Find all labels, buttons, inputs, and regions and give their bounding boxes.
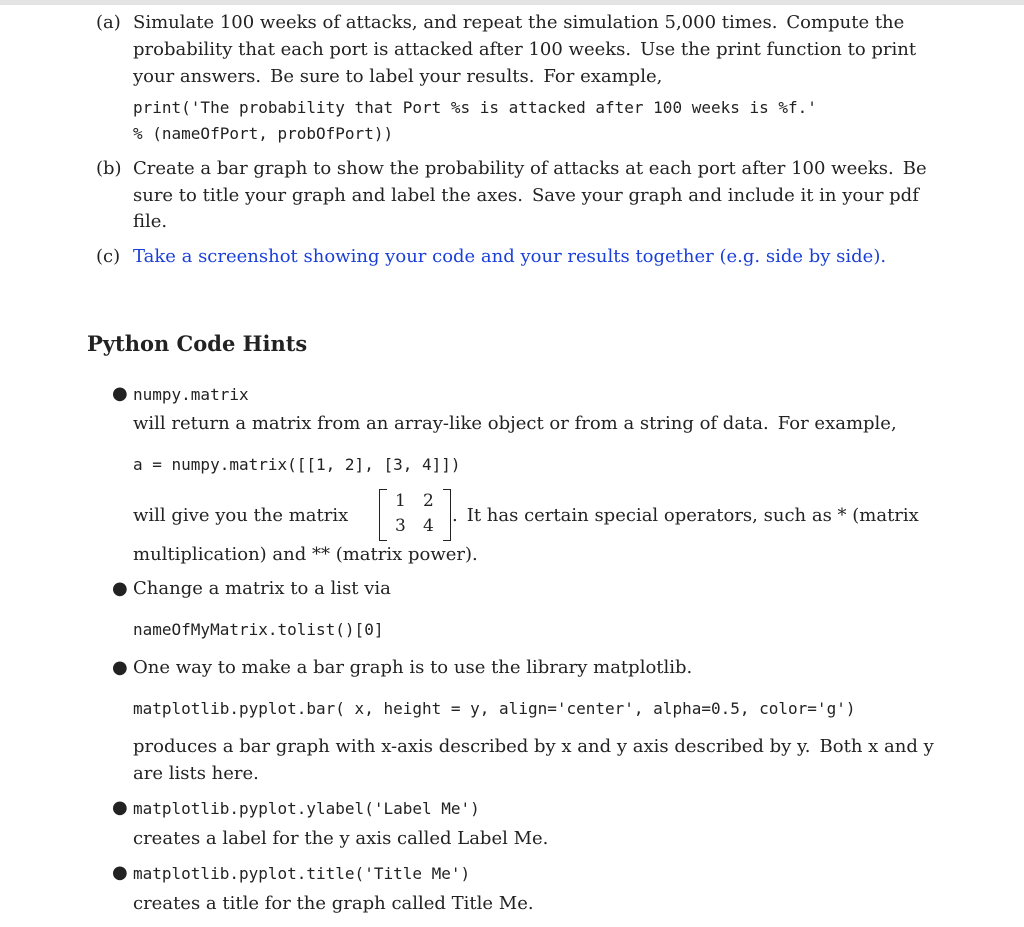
- hint-bar-text: One way to make a bar graph is to use the library matplotlib.: [133, 657, 693, 678]
- part-a-line-2: probability that each port is attacked after 100 weeks. Use the print function to print: [133, 39, 917, 60]
- hint-will-give-text: will give you the matrix: [133, 505, 349, 526]
- top-border: [0, 0, 1024, 5]
- matrix-cell-12: 2: [423, 491, 434, 511]
- part-c-label: (c): [96, 246, 121, 267]
- bullet-icon: ●: [112, 383, 128, 404]
- hint-matrix-operators: multiplication) and ** (matrix power).: [133, 544, 478, 565]
- matrix-cell-22: 4: [423, 516, 434, 536]
- hint-bar-desc-1: produces a bar graph with x-axis described by x and y axis described by y. Both x and y: [133, 736, 934, 757]
- hint-numpy-matrix-code: a = numpy.matrix([[1, 2], [3, 4]]): [133, 455, 461, 474]
- part-a-line-3: your answers. Be sure to label your results. For example,: [133, 66, 663, 87]
- bullet-icon: ●: [112, 797, 128, 818]
- bullet-icon: ●: [112, 862, 128, 883]
- part-c-link-text[interactable]: Take a screenshot showing your code and your results together (e.g. side by side).: [133, 246, 887, 267]
- hint-ylabel-code: matplotlib.pyplot.ylabel('Label Me'): [133, 799, 480, 818]
- part-a-code-line-2: % (nameOfPort, probOfPort)): [133, 124, 394, 143]
- part-b-label: (b): [96, 158, 122, 179]
- part-b-line-2: sure to title your graph and label the axes. Save your graph and include it in your pdf: [133, 185, 919, 206]
- hint-tolist-code: nameOfMyMatrix.tolist()[0]: [133, 620, 384, 639]
- hint-ylabel-desc: creates a label for the y axis called Label Me.: [133, 828, 549, 849]
- matrix-cell-11: 1: [395, 491, 406, 511]
- part-a-code-line-1: print('The probability that Port %s is attacked after 100 weeks is %f.': [133, 98, 817, 117]
- hint-bar-code: matplotlib.pyplot.bar( x, height = y, align='center', alpha=0.5, color='g'): [133, 699, 856, 718]
- bullet-icon: ●: [112, 578, 128, 599]
- hint-numpy-matrix-name: numpy.matrix: [133, 385, 249, 404]
- hint-tolist-text: Change a matrix to a list via: [133, 578, 391, 599]
- matrix-cell-21: 3: [395, 516, 406, 536]
- hints-heading: Python Code Hints: [87, 331, 308, 356]
- hint-title-desc: creates a title for the graph called Title Me.: [133, 893, 534, 914]
- part-b-line-1: Create a bar graph to show the probability of attacks at each port after 100 weeks. Be: [133, 158, 927, 179]
- hint-numpy-matrix-desc: will return a matrix from an array-like object or from a string of data. For example,: [133, 413, 897, 434]
- matrix-left-bracket: [379, 489, 387, 541]
- bullet-icon: ●: [112, 657, 128, 678]
- hint-bar-desc-2: are lists here.: [133, 763, 259, 784]
- matrix-display: [379, 489, 451, 541]
- part-a-line-1: Simulate 100 weeks of attacks, and repeat the simulation 5,000 times. Compute the: [133, 12, 905, 33]
- hint-after-matrix-text: . It has certain special operators, such as * (matrix: [452, 505, 919, 526]
- part-a-label: (a): [96, 12, 121, 33]
- matrix-right-bracket: [443, 489, 451, 541]
- hint-title-code: matplotlib.pyplot.title('Title Me'): [133, 864, 471, 883]
- part-b-line-3: file.: [133, 211, 168, 232]
